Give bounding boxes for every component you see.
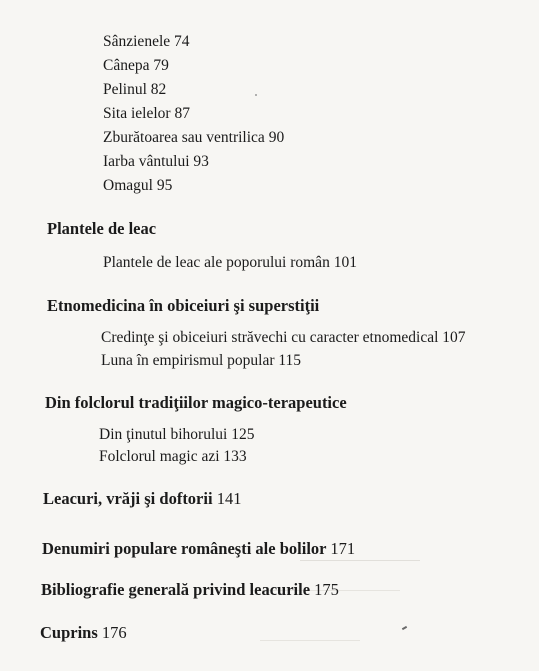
toc-entry xyxy=(103,81,166,99)
heading-page: 141 xyxy=(216,489,242,508)
toc-entry xyxy=(103,177,172,195)
bleed-through-mark xyxy=(260,640,360,651)
toc-entry xyxy=(103,57,169,75)
entry-page: 101 xyxy=(333,254,357,271)
entry-page: 90 xyxy=(268,129,285,146)
entry-page: 87 xyxy=(174,105,190,122)
heading-title: Plantele de leac xyxy=(47,219,157,238)
section-heading xyxy=(47,219,156,239)
entry-title: Iarba vântului xyxy=(103,153,190,170)
entry-title: Omagul xyxy=(103,177,153,194)
entry-title: Din ţinutul bihorului xyxy=(99,426,228,443)
section-heading xyxy=(40,623,127,643)
entry-title: Plantele de leac ale poporului român xyxy=(103,254,330,271)
entry-title: Cânepa xyxy=(103,57,150,74)
entry-title: Luna în empirismul popular xyxy=(101,352,275,369)
section-heading xyxy=(43,489,241,509)
entry-title: Credinţe şi obiceiuri străvechi cu caracter etnomedical xyxy=(101,329,439,346)
toc-entry xyxy=(99,448,247,466)
heading-title: Din folclorul tradiţiilor magico-terapeutice xyxy=(45,393,347,412)
heading-page: 171 xyxy=(330,539,356,558)
entry-title: Folclorul magic azi xyxy=(99,448,220,465)
entry-title: Sita ielelor xyxy=(103,105,171,122)
heading-page: 175 xyxy=(314,580,339,599)
entry-title: Pelinul xyxy=(103,81,147,98)
speck-mark xyxy=(255,94,257,96)
heading-title: Bibliografie generală privind leacurile xyxy=(41,580,311,599)
toc-entry xyxy=(103,105,190,123)
heading-title: Etnomedicina în obiceiuri şi superstiţii xyxy=(47,296,320,315)
entry-page: 82 xyxy=(150,81,167,98)
heading-title: Leacuri, vrăji şi doftorii xyxy=(43,489,213,508)
toc-entry xyxy=(103,129,284,147)
heading-title: Denumiri populare româneşti ale bolilor xyxy=(42,539,327,558)
entry-page: 125 xyxy=(231,426,255,443)
entry-page: 93 xyxy=(193,153,209,170)
toc-entry xyxy=(101,352,301,370)
entry-page: 115 xyxy=(278,352,302,369)
bleed-through-mark xyxy=(300,560,420,571)
toc-entry xyxy=(103,153,209,171)
heading-title: Cuprins xyxy=(40,623,98,642)
section-heading xyxy=(47,296,319,316)
toc-entry xyxy=(99,426,254,444)
speck-mark xyxy=(402,626,407,630)
heading-page: 176 xyxy=(101,623,127,642)
entry-page: 79 xyxy=(153,57,169,74)
entry-page: 95 xyxy=(156,177,173,194)
entry-page: 133 xyxy=(223,448,247,465)
entry-page: 107 xyxy=(442,329,466,346)
entry-page: 74 xyxy=(174,33,190,50)
entry-title: Zburătoarea sau ventrilica xyxy=(103,129,265,146)
entry-title: Sânzienele xyxy=(103,33,171,50)
section-heading xyxy=(41,580,339,600)
section-heading xyxy=(42,539,355,559)
toc-entry xyxy=(101,329,466,347)
toc-entry xyxy=(103,33,190,51)
section-heading xyxy=(45,393,347,413)
toc-entry xyxy=(103,254,357,272)
